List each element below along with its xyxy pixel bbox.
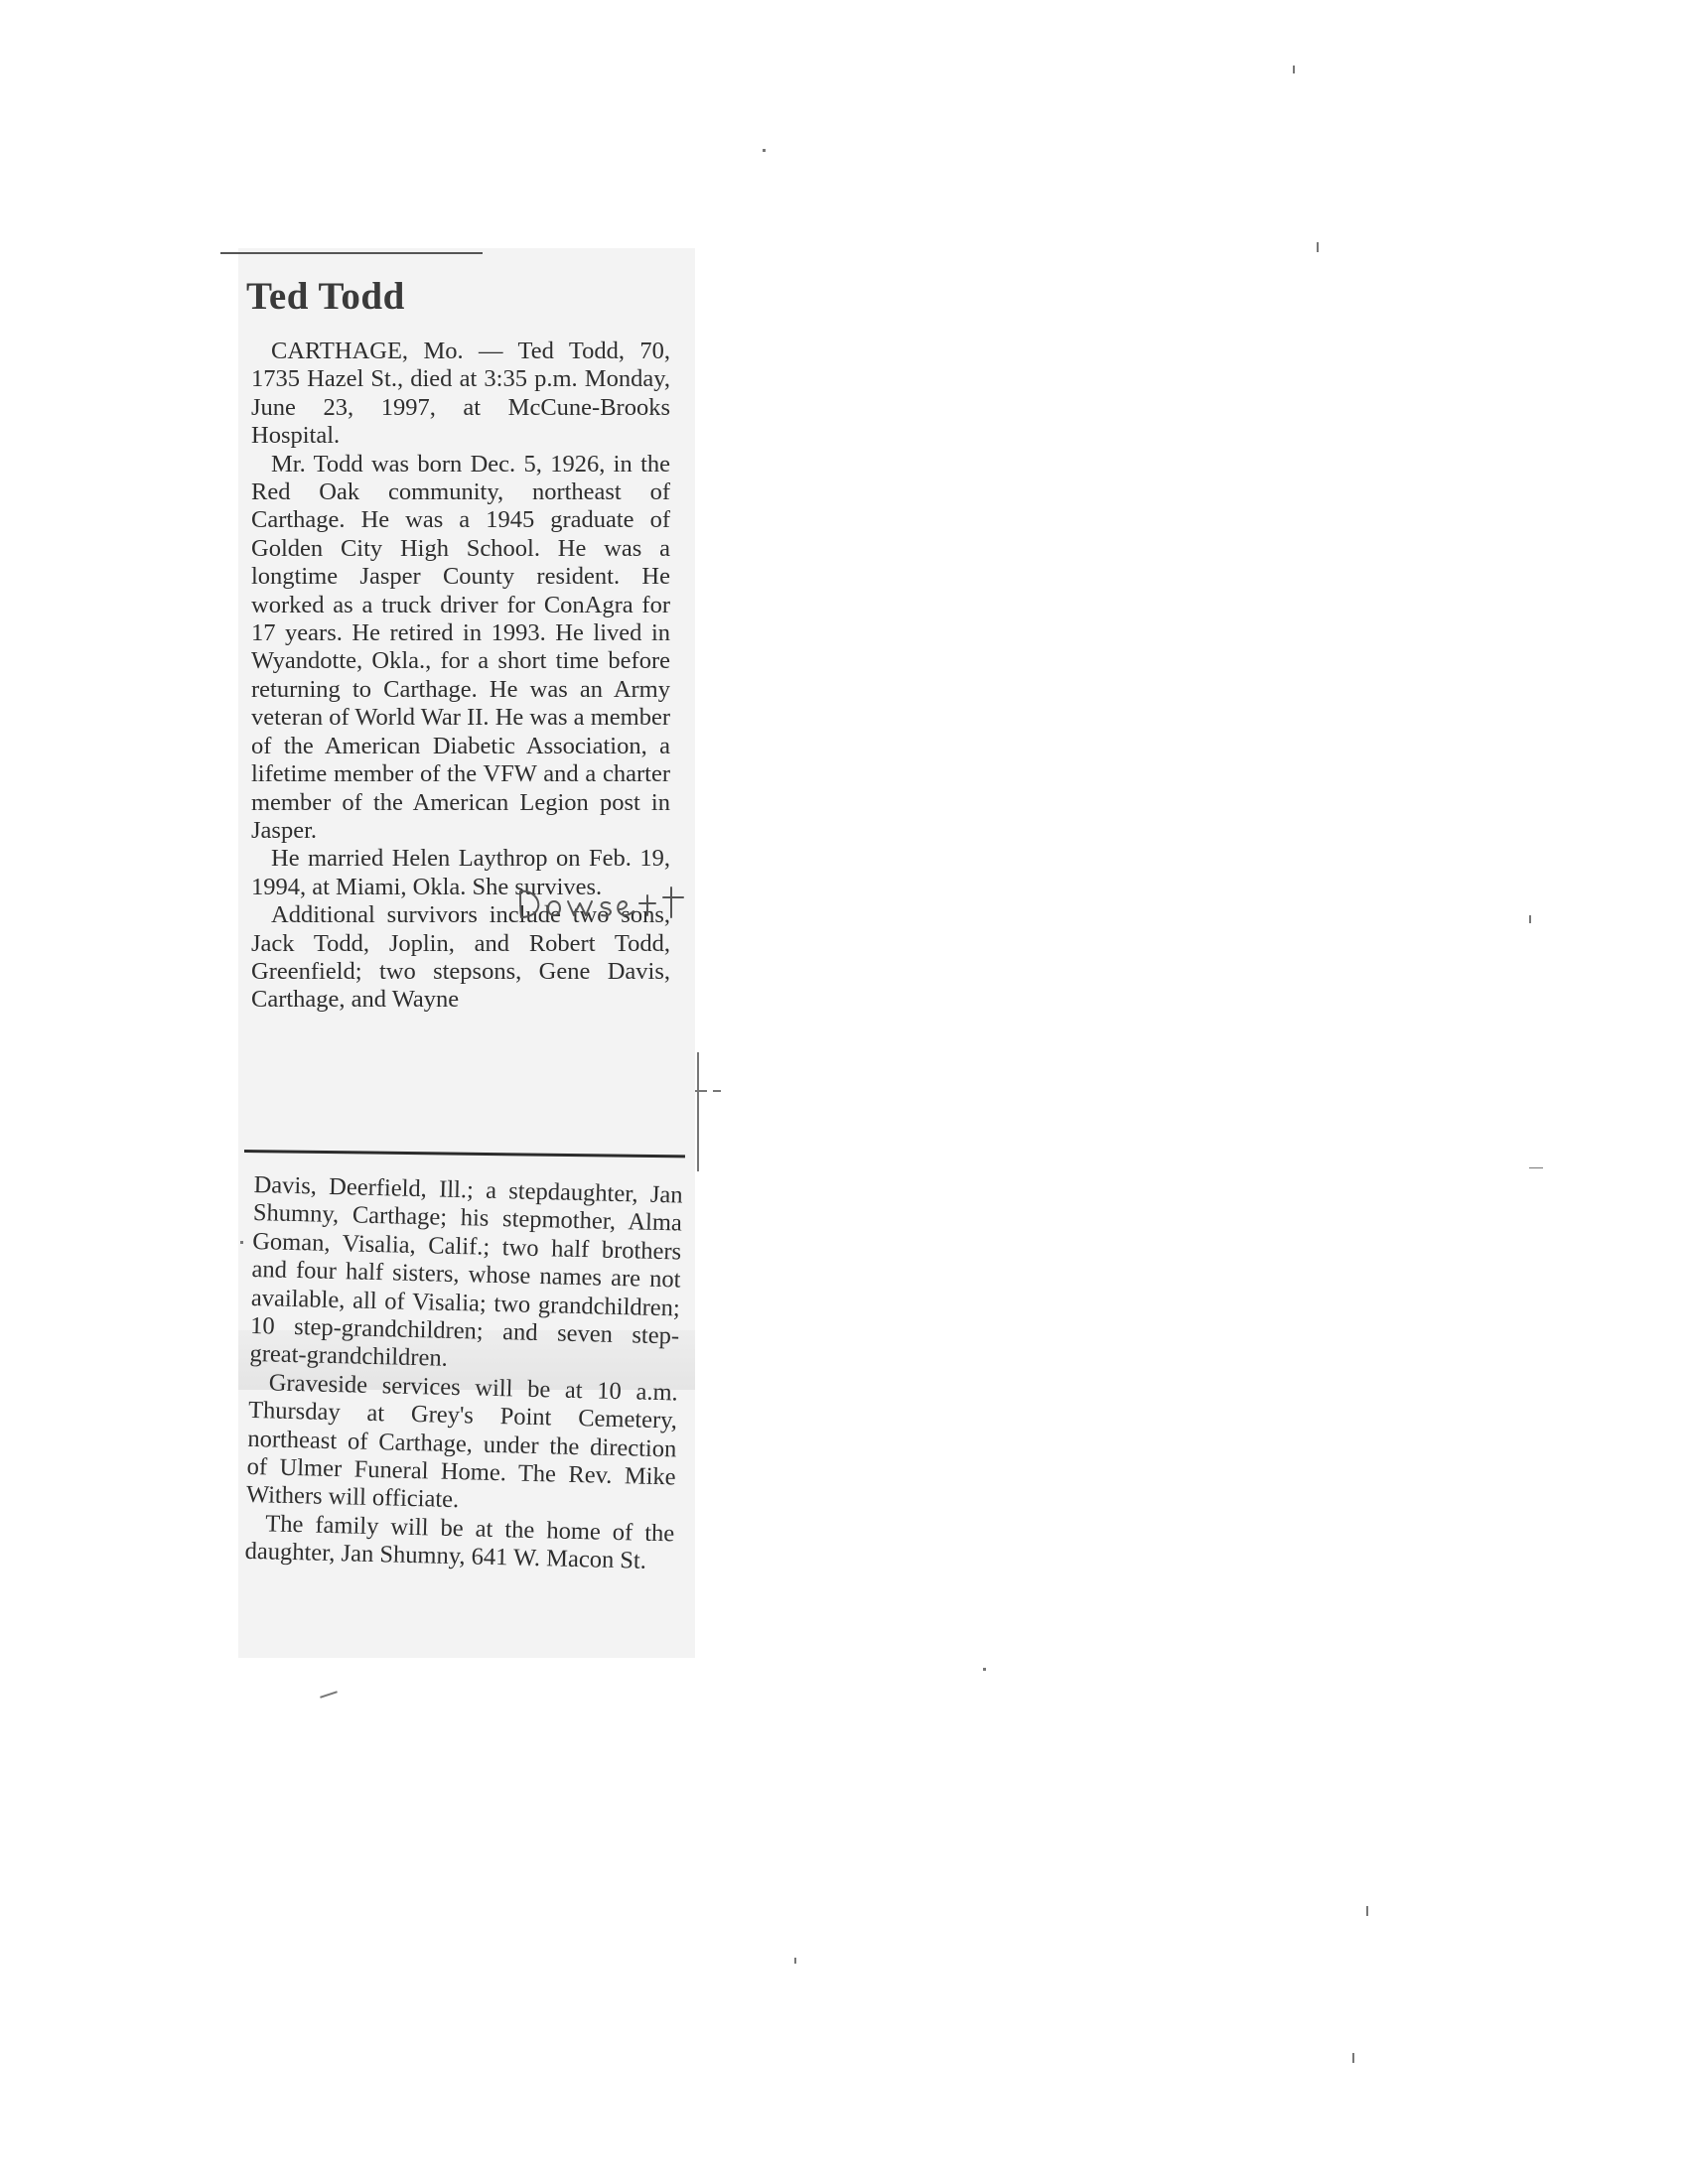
paragraph-death-notice: CARTHAGE, Mo. — Ted Todd, 70, 1735 Hazel St., died at 3:35 p.m. Monday, June 23, 1997, at McCune-Brooks Hospital. bbox=[251, 338, 670, 450]
paragraph-survivors-continued: Davis, Deerfield, Ill.; a stepdaughter, Jan Shumny, Carthage; his stepmother, Alma Goman, Visalia, Calif.; two half brothers and four half sisters, whose names are not available, all of Visalia; two grandchildren; 10 step-grandchildren; and seven step-great-grandchildren. bbox=[249, 1171, 683, 1373]
scan-mark bbox=[1293, 66, 1295, 73]
scan-mark bbox=[713, 1090, 721, 1092]
scan-mark bbox=[983, 1668, 986, 1671]
scan-mark bbox=[1366, 1906, 1368, 1916]
paragraph-family: The family will be at the home of the daughter, Jan Shumny, 641 W. Macon St. bbox=[244, 1510, 675, 1575]
scan-mark bbox=[794, 1958, 796, 1964]
scan-mark bbox=[763, 149, 766, 152]
paragraph-survivors: Additional survivors include two sons, Jack Todd, Joplin, and Robert Todd, Greenfield; two stepsons, Gene Davis, Carthage, and Wayne bbox=[251, 901, 670, 1014]
scan-mark bbox=[1529, 915, 1531, 923]
paragraph-services: Graveside services will be at 10 a.m. Thursday at Grey's Point Cemetery, northeast of Carthage, under the direction of Ulmer Funeral Home. The Rev. Mike Withers will officiate. bbox=[245, 1369, 679, 1514]
scan-mark bbox=[1352, 2053, 1354, 2063]
scan-mark bbox=[695, 1090, 707, 1092]
scan-mark bbox=[1529, 1167, 1543, 1168]
scan-mark bbox=[240, 1241, 243, 1244]
scan-mark bbox=[697, 1052, 699, 1171]
obituary-title: Ted Todd bbox=[246, 275, 405, 318]
scan-mark bbox=[320, 1691, 338, 1698]
scan-mark bbox=[1317, 242, 1319, 252]
column-2 bbox=[244, 1171, 683, 1576]
handwritten-note bbox=[514, 878, 703, 927]
paragraph-biography: Mr. Todd was born Dec. 5, 1926, in the Red Oak community, northeast of Carthage. He was a 1945 graduate of Golden City High School. He was a longtime Jasper County resident. He worked as a truck driver for ConAgra for 17 years. He retired in 1993. He lived in Wyandotte, Okla., for a short time before returning to Carthage. He was an Army veteran of World War II. He was a member of the American Diabetic Association, a lifetime member of the VFW and a charter member of the American Legion post in Jasper. bbox=[251, 450, 670, 844]
top-rule bbox=[220, 252, 483, 254]
paragraph-marriage: He married Helen Laythrop on Feb. 19, 1994, at Miami, Okla. She survives. bbox=[251, 845, 670, 900]
